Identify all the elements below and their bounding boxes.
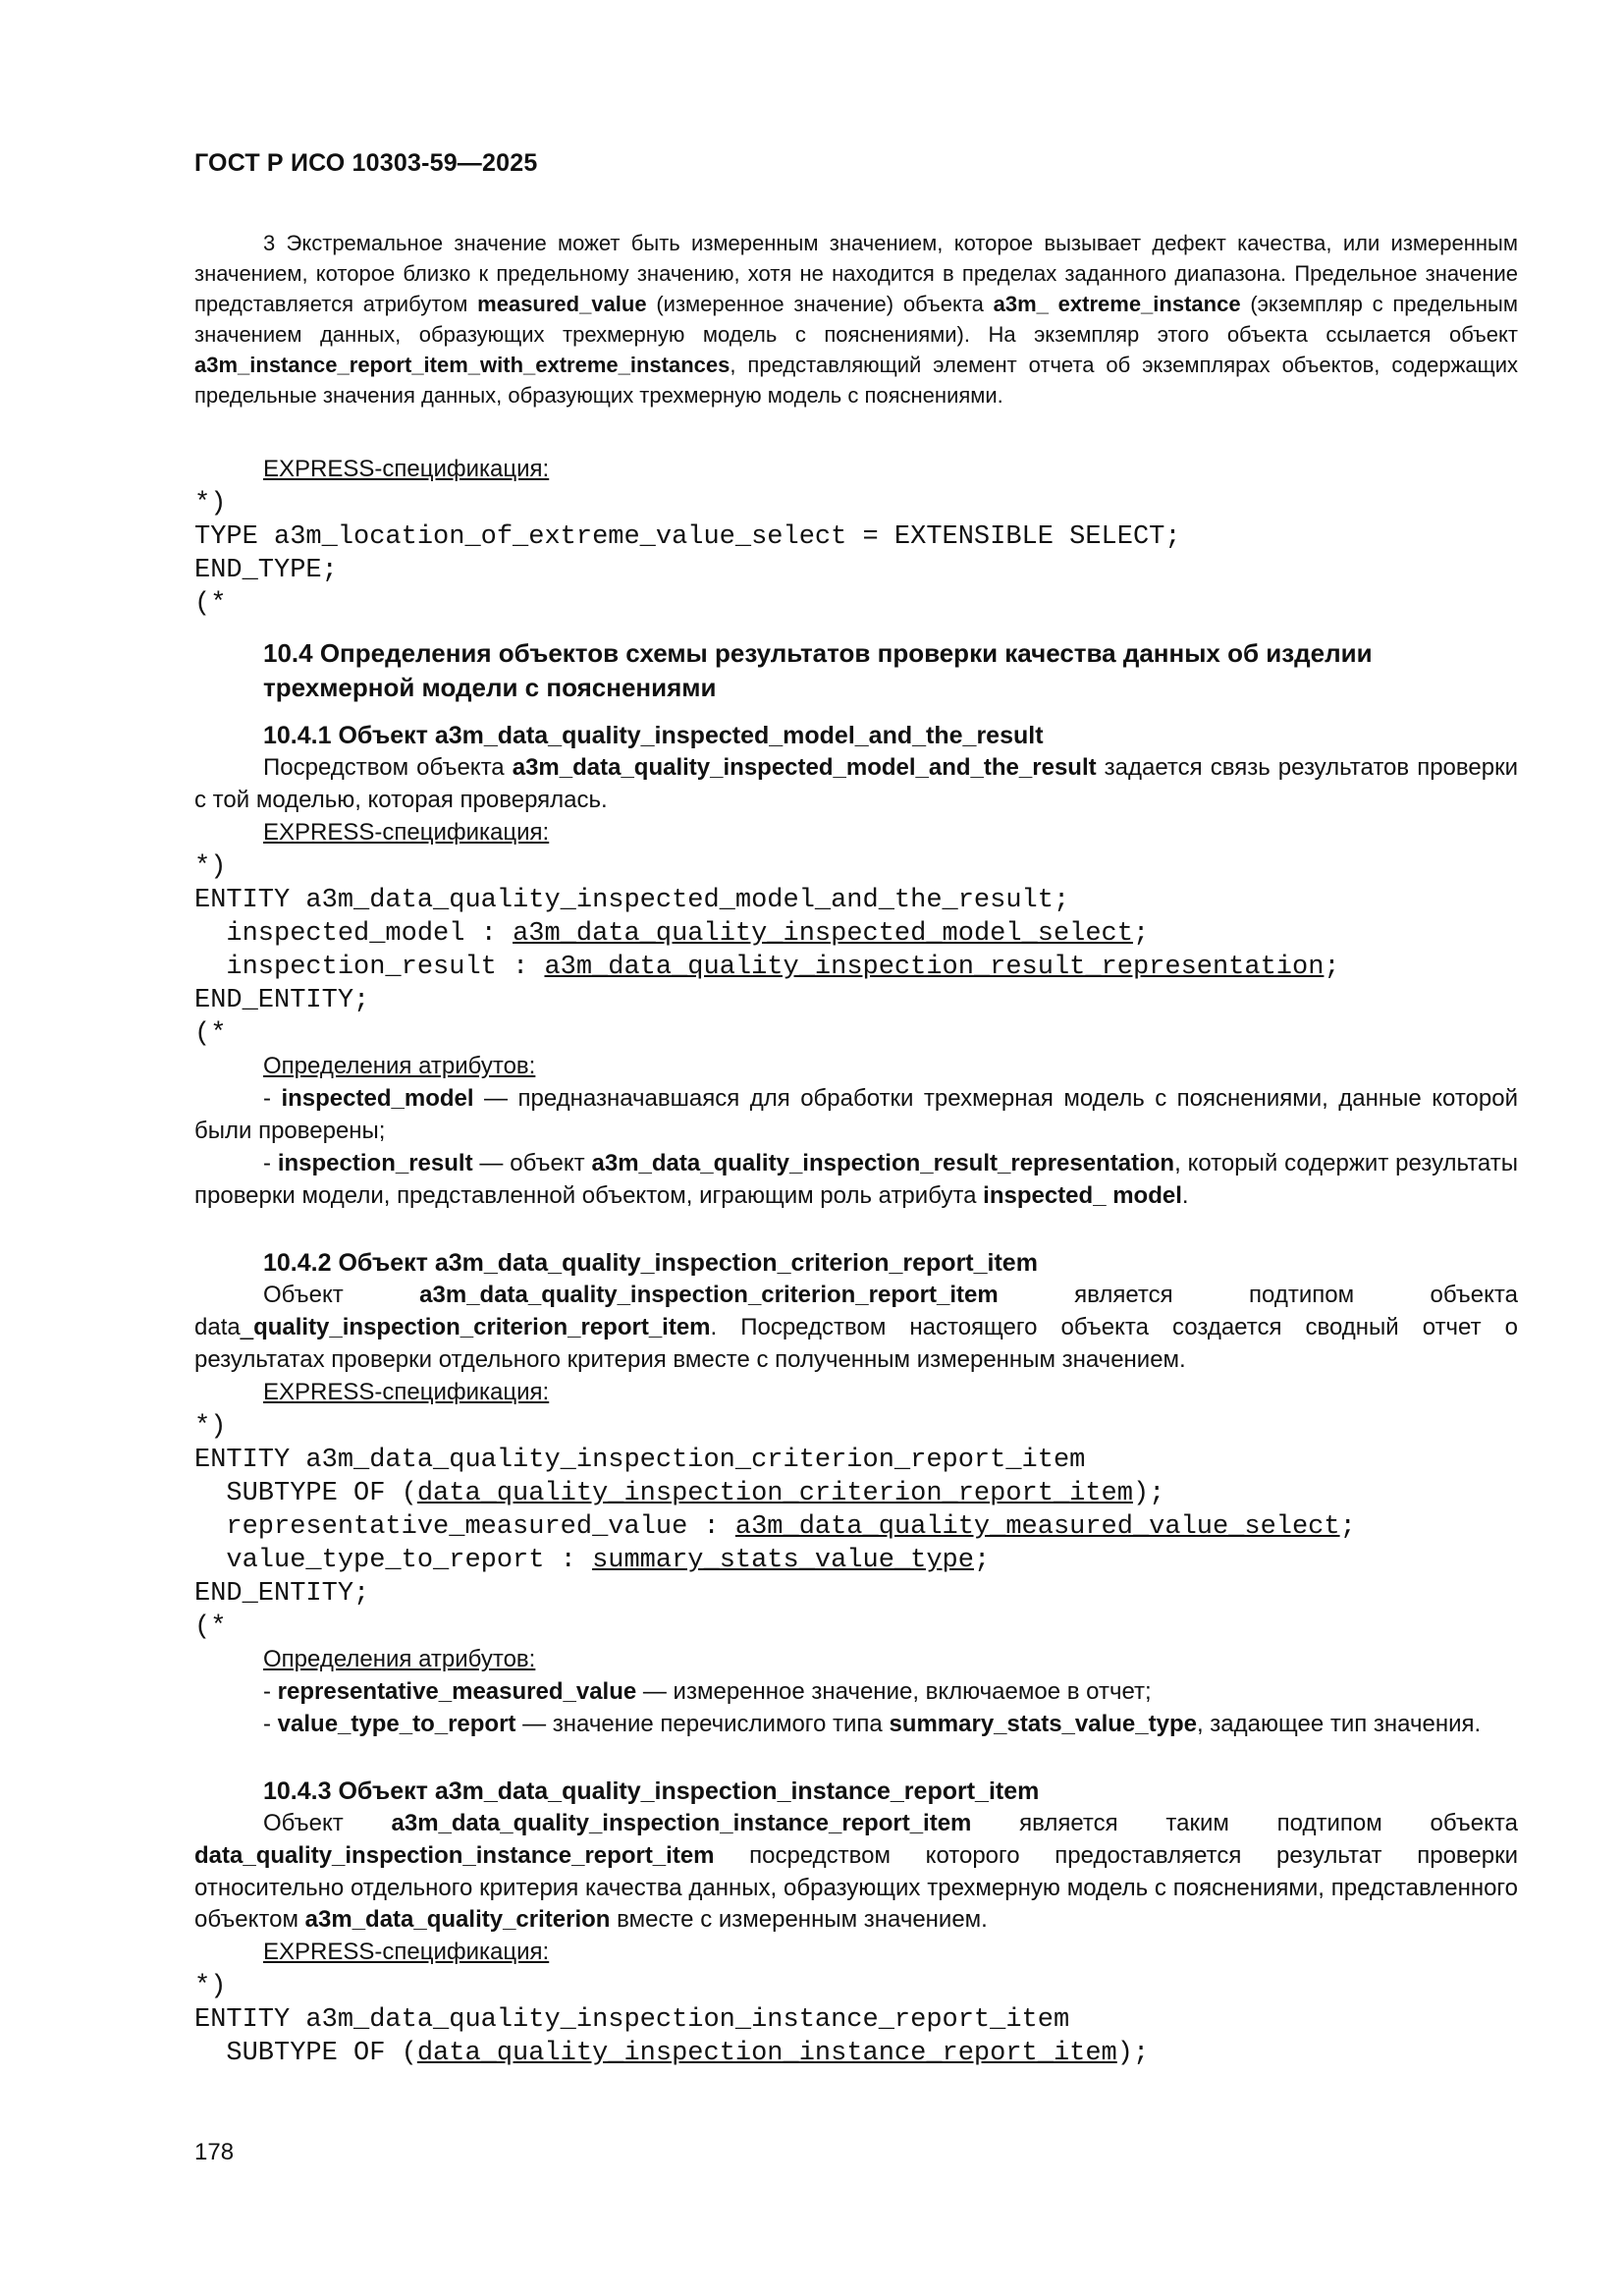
term: value_type_to_report	[277, 1711, 516, 1737]
dash: -	[263, 1678, 278, 1705]
text: посредством которого предоставляется результат проверки относительно отдельного критерия качества данных, образующих трехмерную модель с пояснениями, представленного объектом	[194, 1841, 1518, 1934]
section-10-4-3-text	[194, 1808, 1518, 1937]
section-10-4-2-heading: 10.4.2 Объект a3m_data_quality_inspection_criterion_report_item	[263, 1249, 1038, 1277]
code-open-comment: *)	[194, 852, 227, 882]
express-code-block-4	[194, 1970, 1518, 2070]
code-line: ENTITY a3m_data_quality_inspected_model_and_the_result;	[194, 886, 1070, 915]
code-line: ENTITY a3m_data_quality_inspection_criterion_report_item	[194, 1446, 1086, 1475]
note-3-text: 3 Экстремальное значение может быть измеренным значением, которое вызывает дефект качества, или измеренным значением, которое близко к предельному значению, хотя не находится в пределах заданного диапазона. Предельное значение представляется атрибутом	[194, 231, 1518, 316]
code-ref: a3m_data_quality_inspected_model_select	[513, 919, 1133, 949]
attributes-label: Определения атрибутов:	[263, 1646, 536, 1672]
code-part: SUBTYPE OF (	[194, 1479, 417, 1508]
code-line	[194, 917, 1518, 951]
code-line: END_TYPE;	[194, 556, 338, 585]
code-line	[194, 951, 1518, 984]
code-close-comment: (*	[194, 1613, 227, 1642]
attr-value-type-to-report	[194, 1709, 1518, 1741]
text: — значение перечислимого типа	[515, 1711, 890, 1737]
code-part: value_type_to_report :	[194, 1546, 593, 1575]
code-ref: data_quality_inspection_criterion_report_item	[416, 1479, 1133, 1508]
text: — объект	[472, 1150, 592, 1176]
code-line: END_ENTITY;	[194, 986, 370, 1015]
text: . Посредством настоящего объекта создается сводный отчет о результатах проверки отдельного критерия вместе с полученным измеренным значением.	[194, 1313, 1518, 1373]
term: summary_stats_value_type	[889, 1711, 1197, 1737]
express-spec-label: EXPRESS-спецификация:	[263, 1939, 550, 1965]
page-header: ГОСТ Р ИСО 10303-59—2025	[194, 149, 538, 177]
express-spec-label: EXPRESS-спецификация:	[263, 1379, 550, 1405]
code-part: inspection_result :	[194, 953, 545, 982]
code-ref: a3m_data_quality_measured_value_select	[734, 1512, 1340, 1542]
code-part: ;	[1339, 1512, 1356, 1542]
code-line	[194, 1510, 1518, 1544]
section-10-4-1-heading: 10.4.1 Объект a3m_data_quality_inspected_model_and_the_result	[263, 722, 1044, 749]
express-code-block-2	[194, 850, 1518, 1051]
text: Объект	[263, 1282, 420, 1308]
note-3-text: (экземпляр с предельным значением данных, образующих трехмерную модель с пояснениями). На экземпляр этого объекта ссылается объект	[194, 292, 1518, 347]
code-line	[194, 1477, 1518, 1510]
text: — предназначавшаяся для обработки трехмерная модель с пояснениями, данные которой были проверены;	[194, 1085, 1518, 1144]
term-instance-report-item: a3m_instance_report_item_with_extreme_instances	[194, 353, 730, 377]
term: inspected_model	[281, 1085, 474, 1112]
text: — измеренное значение, включаемое в отчет;	[636, 1678, 1152, 1705]
text: является таким подтипом объекта	[971, 1810, 1518, 1836]
dash: -	[263, 1150, 278, 1176]
term: inspected_ model	[983, 1181, 1182, 1209]
attributes-label: Определения атрибутов:	[263, 1053, 536, 1079]
text: является подтипом объекта data_	[194, 1282, 1518, 1340]
term-extreme-instance: a3m_ extreme_instance	[993, 292, 1241, 316]
code-line: ENTITY a3m_data_quality_inspection_instance_report_item	[194, 2005, 1070, 2035]
text: Посредством объекта	[263, 754, 513, 781]
dash: -	[263, 1711, 278, 1737]
term: representative_measured_value	[277, 1678, 637, 1705]
text: вместе с измеренным значением.	[610, 1906, 988, 1934]
text: , который содержит результаты проверки модели, представленной объектом, играющим роль атрибута	[194, 1150, 1518, 1209]
code-part: SUBTYPE OF (	[194, 2039, 417, 2068]
term: a3m_data_quality_inspection_result_representation	[591, 1150, 1175, 1176]
code-part: );	[1132, 1479, 1165, 1508]
section-10-4-2-text	[194, 1280, 1518, 1376]
code-line: END_ENTITY;	[194, 1579, 370, 1609]
attr-inspection-result	[194, 1148, 1518, 1213]
code-ref: summary_stats_value_type	[592, 1546, 974, 1575]
code-part: ;	[1324, 953, 1340, 982]
note-3-text: , представляющий элемент отчета об экземплярах объектов, содержащих предельные значения данных, образующих трехмерную модель с пояснениями.	[194, 353, 1518, 408]
note-3-text: (измеренное значение) объекта	[646, 292, 994, 316]
express-code-block-3	[194, 1410, 1518, 1644]
code-ref: data_quality_inspection_instance_report_item	[416, 2039, 1117, 2068]
code-ref: a3m_data_quality_inspection_result_representation	[544, 953, 1325, 982]
text: Объект	[263, 1810, 392, 1836]
code-close-comment: (*	[194, 589, 227, 619]
code-open-comment: *)	[194, 489, 227, 519]
code-open-comment: *)	[194, 1972, 227, 2001]
term: a3m_data_quality_inspection_instance_report_item	[391, 1810, 972, 1836]
term: a3m_data_quality_criterion	[304, 1906, 611, 1934]
note-3	[194, 228, 1518, 410]
term: a3m_data_quality_inspected_model_and_the_result	[512, 754, 1097, 781]
code-part: inspected_model :	[194, 919, 514, 949]
code-close-comment: (*	[194, 1019, 227, 1049]
term: a3m_data_quality_inspection_criterion_report_item	[419, 1282, 999, 1308]
code-open-comment: *)	[194, 1412, 227, 1442]
code-part: representative_measured_value :	[194, 1512, 735, 1542]
dash: -	[263, 1085, 282, 1112]
text: задается связь результатов проверки с той моделью, которая проверялась.	[194, 754, 1518, 813]
text: , задающее тип значения.	[1196, 1711, 1482, 1737]
code-line: TYPE a3m_location_of_extreme_value_select = EXTENSIBLE SELECT;	[194, 522, 1181, 552]
section-10-4-1-text	[194, 752, 1518, 817]
page-number: 178	[194, 2139, 235, 2165]
term: inspection_result	[277, 1150, 473, 1176]
attr-representative-measured-value	[194, 1676, 1518, 1709]
express-spec-label: EXPRESS-спецификация:	[263, 819, 550, 846]
code-part: ;	[973, 1546, 991, 1575]
code-part: ;	[1132, 919, 1150, 949]
express-spec-label: EXPRESS-спецификация:	[263, 456, 550, 482]
express-code-block-1	[194, 487, 1518, 621]
attr-inspected-model	[194, 1083, 1518, 1148]
term: quality_inspection_criterion_report_item	[253, 1313, 711, 1340]
code-line	[194, 2037, 1518, 2070]
term: data_quality_inspection_instance_report_item	[194, 1841, 715, 1869]
term-measured-value: measured_value	[477, 292, 647, 316]
code-line	[194, 1544, 1518, 1577]
section-10-4-heading: 10.4 Определения объектов схемы результатов проверки качества данных об изделии трехмерной модели с пояснениями	[263, 638, 1373, 702]
text: .	[1181, 1181, 1189, 1209]
section-10-4-3-heading: 10.4.3 Объект a3m_data_quality_inspection_instance_report_item	[263, 1777, 1040, 1805]
code-part: );	[1116, 2039, 1150, 2068]
